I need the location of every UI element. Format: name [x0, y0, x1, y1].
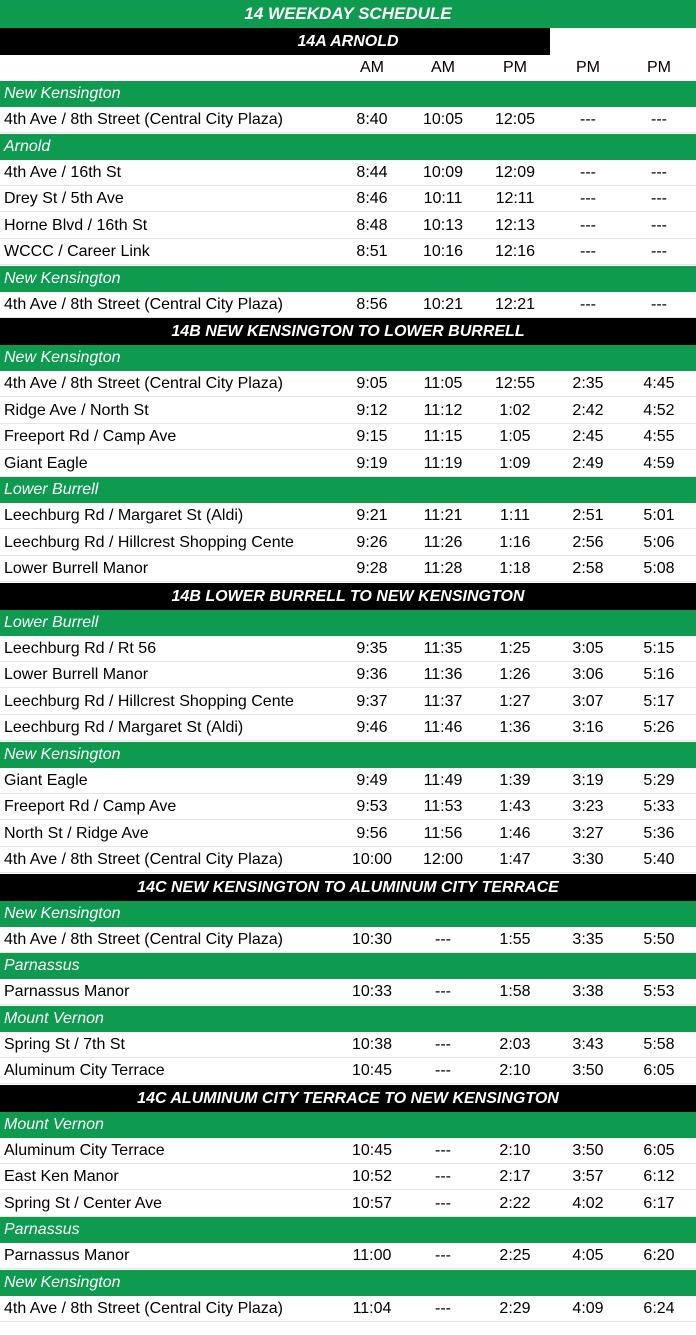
stop-time: 5:17 — [643, 692, 675, 710]
column-header-pm: PM — [576, 59, 600, 76]
stop-time: 9:56 — [356, 824, 388, 842]
column-header-am: AM — [360, 59, 384, 76]
stop-time: 1:25 — [499, 639, 531, 657]
stop-time: 1:58 — [499, 983, 531, 1000]
stop-name: Drey St / 5th Ave — [4, 190, 124, 207]
stop-time: 2:25 — [499, 1247, 531, 1264]
stop-time: 6:24 — [643, 1299, 675, 1317]
stop-time: 10:09 — [422, 163, 464, 181]
stop-time: 2:22 — [499, 1194, 531, 1212]
stop-time: --- — [580, 216, 596, 234]
route-header — [0, 583, 696, 610]
stop-time: 12:55 — [494, 375, 536, 392]
stop-row — [0, 689, 696, 715]
stop-time: 3:16 — [572, 719, 604, 736]
stop-row — [0, 1032, 696, 1058]
stop-time: 4:59 — [643, 454, 675, 472]
stop-time: 5:40 — [643, 851, 675, 868]
stop-time: 10:11 — [423, 190, 463, 207]
stop-time: 9:19 — [356, 454, 388, 472]
stop-time: 9:37 — [356, 692, 388, 710]
stop-time: 12:11 — [495, 190, 535, 207]
stop-name: 4th Ave / 8th Street (Central City Plaza) — [4, 295, 283, 313]
stop-time: --- — [435, 1035, 451, 1053]
stop-time: --- — [651, 243, 667, 260]
stop-time: --- — [435, 1299, 451, 1317]
stop-time: 10:52 — [351, 1168, 393, 1185]
area-header: Lower Burrell — [0, 610, 696, 636]
stop-time: 3:05 — [572, 639, 604, 657]
stop-time: 6:12 — [643, 1168, 675, 1185]
stop-time: 3:27 — [572, 824, 604, 842]
stop-row — [0, 821, 696, 847]
stop-time: 5:58 — [643, 1035, 675, 1053]
stop-time: 12:16 — [494, 243, 536, 260]
stop-time: 1:36 — [499, 719, 531, 736]
stop-name: 4th Ave / 16th St — [4, 163, 122, 181]
area-header: New Kensington — [0, 901, 696, 927]
stop-time: --- — [651, 111, 667, 128]
stop-name: Leechburg Rd / Hillcrest Shopping Cente — [4, 533, 294, 551]
stop-time: 3:50 — [572, 1062, 604, 1079]
stop-time: --- — [580, 163, 596, 181]
area-header: New Kensington — [0, 742, 696, 768]
stop-time: 5:50 — [643, 930, 675, 948]
area-header: Arnold — [0, 134, 696, 160]
stop-row — [0, 1164, 696, 1190]
route-header-label: 14B LOWER BURRELL TO NEW KENSINGTON — [171, 587, 525, 605]
stop-time: 10:16 — [422, 243, 464, 260]
stop-time: 3:35 — [572, 930, 604, 948]
stop-time: 2:56 — [572, 533, 604, 551]
stop-time: 11:37 — [423, 692, 463, 710]
stop-time: 9:05 — [356, 375, 388, 392]
stop-time: 5:36 — [643, 824, 675, 842]
stop-time: --- — [651, 163, 667, 181]
stop-time: --- — [435, 1194, 451, 1212]
stop-time: 3:23 — [572, 798, 604, 815]
column-header-am: AM — [431, 59, 455, 76]
stop-row — [0, 424, 696, 450]
route-header — [0, 28, 696, 55]
stop-time: 12:21 — [494, 295, 536, 313]
stop-row — [0, 530, 696, 556]
stop-row — [0, 160, 696, 186]
stop-time: 10:00 — [351, 851, 393, 868]
stop-time: 2:45 — [572, 428, 604, 445]
stop-time: 2:10 — [499, 1141, 531, 1159]
stop-time: 3:30 — [572, 851, 604, 868]
stop-time: 12:13 — [494, 216, 536, 234]
stop-row — [0, 292, 696, 318]
stop-time: 11:00 — [352, 1247, 392, 1264]
stop-time: 2:03 — [499, 1035, 531, 1053]
stop-row — [0, 398, 696, 424]
stop-name: Spring St / 7th St — [4, 1035, 125, 1053]
stop-time: --- — [435, 983, 451, 1000]
route-header — [0, 318, 696, 345]
stop-name: Giant Eagle — [4, 454, 88, 472]
stop-row — [0, 1058, 696, 1084]
stop-time: 2:35 — [572, 375, 604, 392]
stop-time: 12:09 — [494, 163, 536, 181]
stop-time: 11:46 — [423, 719, 463, 736]
stop-time: 1:43 — [499, 798, 531, 815]
stop-time: --- — [435, 930, 451, 948]
column-header-pm: PM — [503, 59, 527, 76]
stop-row — [0, 794, 696, 820]
stop-time: --- — [651, 295, 667, 313]
stop-time: 8:44 — [356, 163, 388, 181]
stop-name: Freeport Rd / Camp Ave — [4, 428, 177, 445]
stop-time: 11:12 — [423, 401, 463, 419]
stop-time: 4:45 — [643, 375, 675, 392]
route-header-label: 14C ALUMINUM CITY TERRACE TO NEW KENSINGTON — [137, 1089, 559, 1107]
stop-name: Giant Eagle — [4, 771, 88, 789]
stop-time: --- — [435, 1247, 451, 1264]
stop-row — [0, 451, 696, 477]
stop-time: 11:05 — [423, 375, 463, 392]
stop-time: 5:16 — [643, 666, 675, 683]
stop-time: 11:36 — [423, 666, 463, 683]
stop-time: 12:00 — [422, 851, 464, 868]
area-header: Mount Vernon — [0, 1112, 696, 1138]
stop-time: 4:55 — [643, 428, 675, 445]
stop-time: --- — [651, 216, 667, 234]
stop-time: --- — [651, 190, 667, 207]
stop-name: Lower Burrell Manor — [4, 560, 149, 577]
stop-row — [0, 556, 696, 582]
stop-name: Leechburg Rd / Margaret St (Aldi) — [4, 507, 244, 524]
stop-name: 4th Ave / 8th Street (Central City Plaza) — [4, 375, 283, 392]
stop-time: 8:51 — [356, 243, 388, 260]
stop-time: 9:46 — [356, 719, 388, 736]
stop-name: 4th Ave / 8th Street (Central City Plaza) — [4, 111, 283, 128]
stop-time: 5:26 — [643, 719, 675, 736]
stop-time: 1:09 — [499, 454, 531, 472]
stop-time: 3:07 — [572, 692, 604, 710]
stop-time: 11:56 — [423, 824, 463, 842]
stop-time: 8:56 — [356, 295, 388, 313]
route-header — [0, 874, 696, 901]
stop-time: 6:17 — [643, 1194, 675, 1212]
stop-row — [0, 1296, 696, 1322]
area-header: New Kensington — [0, 345, 696, 371]
area-header: Lower Burrell — [0, 477, 696, 503]
stop-time: 11:53 — [423, 798, 463, 815]
stop-time: 3:50 — [572, 1141, 604, 1159]
stop-time: 4:52 — [643, 401, 675, 419]
stop-name: Parnassus Manor — [4, 1247, 130, 1264]
route-header-label: 14C NEW KENSINGTON TO ALUMINUM CITY TERRACE — [137, 878, 559, 896]
stop-time: 2:58 — [572, 560, 604, 577]
stop-time: 5:33 — [643, 798, 675, 815]
stop-time: 2:10 — [499, 1062, 531, 1079]
stop-time: 2:42 — [572, 401, 604, 419]
column-header-pm: PM — [647, 59, 671, 76]
stop-time: 12:05 — [494, 111, 536, 128]
stop-time: 1:16 — [499, 533, 531, 551]
stop-time: 9:49 — [356, 771, 388, 789]
stop-time: 1:05 — [499, 428, 531, 445]
stop-time: 11:15 — [423, 428, 463, 445]
stop-name: 4th Ave / 8th Street (Central City Plaza) — [4, 851, 283, 868]
stop-row — [0, 213, 696, 239]
stop-time: --- — [580, 243, 596, 260]
stop-name: North St / Ridge Ave — [4, 824, 149, 842]
stop-time: 11:35 — [423, 639, 463, 657]
stop-name: Horne Blvd / 16th St — [4, 216, 148, 234]
stop-row — [0, 768, 696, 794]
stop-row — [0, 979, 696, 1005]
stop-time: 10:13 — [422, 216, 464, 234]
stop-row — [0, 1191, 696, 1217]
stop-time: 4:05 — [572, 1247, 604, 1264]
stop-time: --- — [580, 111, 596, 128]
stop-name: Freeport Rd / Camp Ave — [4, 798, 177, 815]
stop-time: 1:46 — [499, 824, 531, 842]
stop-time: 10:21 — [422, 295, 464, 313]
area-header: Parnassus — [0, 1217, 696, 1243]
stop-time: 9:15 — [356, 428, 388, 445]
area-header: Mount Vernon — [0, 1006, 696, 1032]
stop-name: Parnassus Manor — [4, 983, 130, 1000]
stop-row — [0, 239, 696, 265]
stop-time: 11:19 — [423, 454, 463, 472]
route-header-label: 14B NEW KENSINGTON TO LOWER BURRELL — [171, 323, 525, 340]
stop-time: 1:39 — [499, 771, 531, 789]
stop-time: 5:53 — [643, 983, 675, 1000]
stop-time: 3:43 — [572, 1035, 604, 1053]
stop-name: Leechburg Rd / Margaret St (Aldi) — [4, 719, 244, 736]
stop-time: 9:35 — [356, 639, 388, 657]
stop-name: East Ken Manor — [4, 1168, 119, 1185]
stop-time: 10:38 — [351, 1035, 393, 1053]
stop-name: Aluminum City Terrace — [4, 1062, 165, 1079]
stop-time: --- — [580, 190, 596, 207]
stop-time: 9:36 — [356, 666, 388, 683]
stop-time: --- — [435, 1062, 451, 1079]
stop-time: 9:28 — [356, 560, 388, 577]
stop-time: 10:57 — [351, 1194, 393, 1212]
stop-time: 6:05 — [643, 1141, 675, 1159]
stop-time: 10:33 — [351, 983, 393, 1000]
stop-time: 2:51 — [572, 507, 604, 524]
route-header — [0, 1085, 696, 1112]
stop-time: 8:40 — [356, 111, 388, 128]
stop-time: 6:20 — [643, 1247, 675, 1264]
stop-time: 4:02 — [572, 1194, 604, 1212]
stop-time: 1:47 — [499, 851, 531, 868]
stop-time: 10:45 — [351, 1141, 393, 1159]
stop-time: 5:15 — [643, 639, 675, 657]
schedule-title: 14 WEEKDAY SCHEDULE — [0, 0, 696, 28]
stop-time: 1:18 — [499, 560, 531, 577]
stop-row — [0, 503, 696, 529]
stop-time: 11:21 — [423, 507, 463, 524]
area-header: New Kensington — [0, 81, 696, 107]
stop-time: 4:09 — [572, 1299, 604, 1317]
area-header: Parnassus — [0, 953, 696, 979]
stop-name: Leechburg Rd / Rt 56 — [4, 639, 157, 657]
stop-time: --- — [580, 295, 596, 313]
stop-time: 10:05 — [422, 111, 464, 128]
stop-row — [0, 847, 696, 873]
stop-row — [0, 927, 696, 953]
stop-time: 2:29 — [499, 1299, 531, 1317]
area-header: New Kensington — [0, 266, 696, 292]
stop-time: 2:17 — [499, 1168, 531, 1185]
stop-time: 5:29 — [643, 771, 675, 789]
stop-time: 9:53 — [356, 798, 388, 815]
stop-time: 11:28 — [423, 560, 463, 577]
stop-time: 5:01 — [643, 507, 675, 524]
stop-time: 5:08 — [643, 560, 675, 577]
stop-name: Lower Burrell Manor — [4, 666, 149, 683]
column-header-row — [0, 55, 696, 81]
stop-name: Spring St / Center Ave — [4, 1194, 163, 1212]
stop-time: 10:30 — [351, 930, 393, 948]
stop-time: 8:48 — [356, 216, 388, 234]
stop-name: WCCC / Career Link — [4, 243, 150, 260]
stop-time: 11:04 — [352, 1299, 392, 1317]
stop-time: 1:27 — [499, 692, 531, 710]
stop-row — [0, 1138, 696, 1164]
stop-row — [0, 636, 696, 662]
stop-time: 11:26 — [423, 533, 463, 551]
stop-time: 9:21 — [356, 507, 388, 524]
stop-name: 4th Ave / 8th Street (Central City Plaza) — [4, 1299, 283, 1317]
stop-row — [0, 186, 696, 212]
stop-time: 3:38 — [572, 983, 604, 1000]
stop-row — [0, 662, 696, 688]
stop-time: 1:26 — [499, 666, 531, 683]
stop-time: 1:55 — [499, 930, 531, 948]
stop-row — [0, 715, 696, 741]
stop-row — [0, 1243, 696, 1269]
stop-name: 4th Ave / 8th Street (Central City Plaza) — [4, 930, 283, 948]
stop-time: --- — [435, 1141, 451, 1159]
stop-time: 1:11 — [500, 507, 530, 524]
stop-row — [0, 107, 696, 133]
route-header-label: 14A ARNOLD — [297, 33, 399, 50]
area-header: New Kensington — [0, 1270, 696, 1296]
stop-time: --- — [435, 1168, 451, 1185]
stop-time: 9:12 — [356, 401, 388, 419]
stop-time: 3:57 — [572, 1168, 604, 1185]
stop-row — [0, 371, 696, 397]
stop-time: 3:06 — [572, 666, 604, 683]
stop-time: 11:49 — [423, 771, 463, 789]
stop-time: 6:05 — [643, 1062, 675, 1079]
stop-time: 3:19 — [572, 771, 604, 789]
stop-name: Leechburg Rd / Hillcrest Shopping Cente — [4, 692, 294, 710]
stop-name: Aluminum City Terrace — [4, 1141, 165, 1159]
stop-time: 8:46 — [356, 190, 388, 207]
stop-time: 1:02 — [499, 401, 531, 419]
stop-time: 10:45 — [351, 1062, 393, 1079]
stop-time: 2:49 — [572, 454, 604, 472]
stop-time: 9:26 — [356, 533, 388, 551]
stop-name: Ridge Ave / North St — [4, 401, 149, 419]
stop-time: 5:06 — [643, 533, 675, 551]
